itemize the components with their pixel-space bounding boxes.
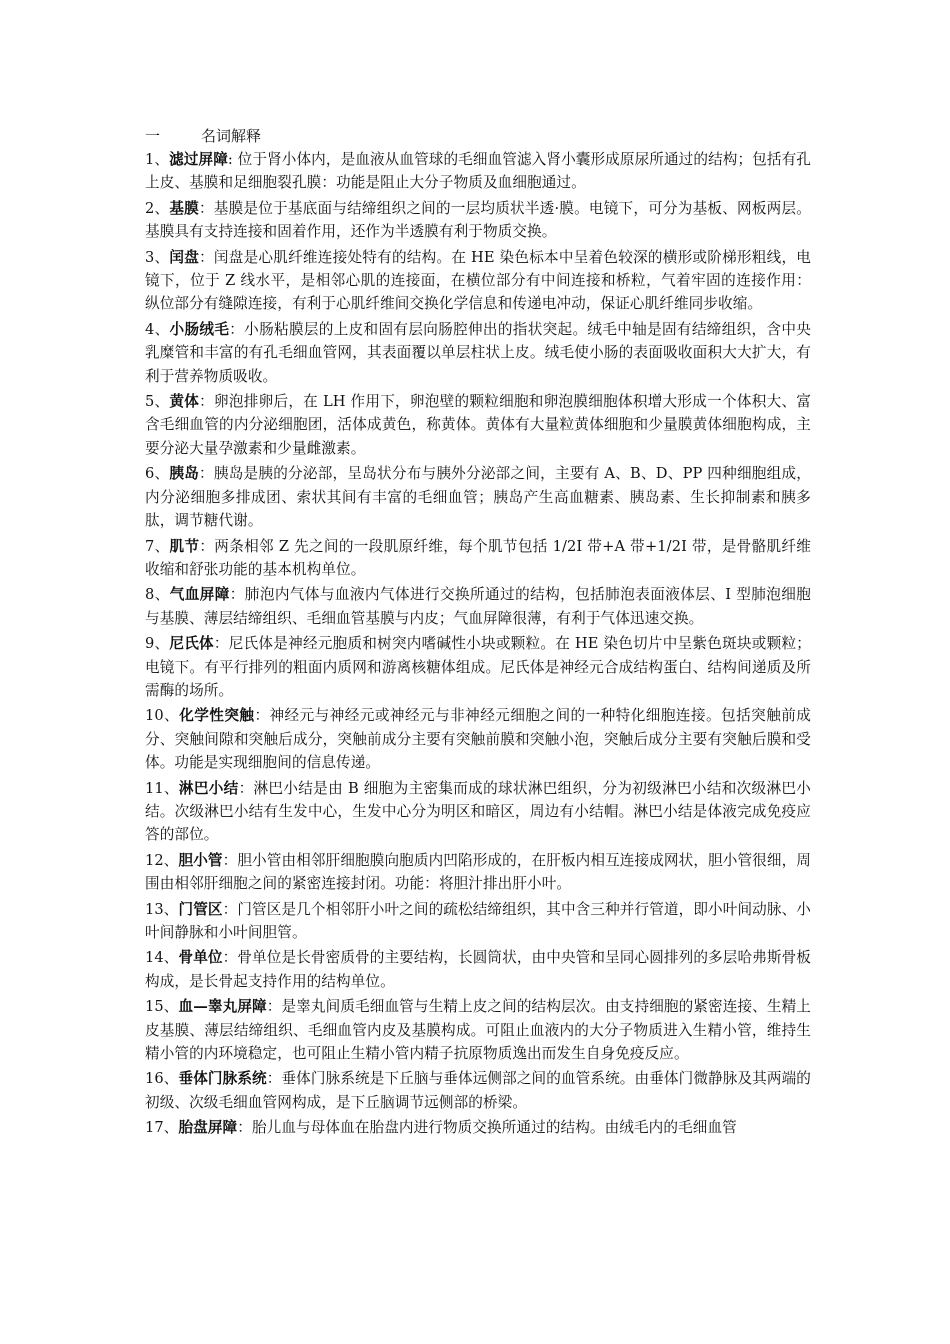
entry-number: 6、: [145, 465, 170, 483]
definition-entry: [145, 704, 811, 774]
definition-entry: [145, 390, 811, 460]
entry-definition: ：胎儿血与母体血在胎盘内进行物质交换所通过的结构。由绒毛内的毛细血管: [237, 1119, 737, 1137]
definition-list: [145, 148, 811, 1140]
entry-number: 7、: [145, 537, 170, 555]
entry-term: 化学性突触: [179, 707, 255, 725]
definition-entry: [145, 946, 811, 993]
entry-number: 4、: [145, 320, 170, 338]
entry-definition: ：基膜是位于基底面与结缔组织之间的一层均质状半透·膜。电镜下，可分为基板、网板两层。基膜具有支持连接和固着作用，还作为半透膜有利于物质交换。: [145, 199, 811, 241]
entry-term: 基膜: [169, 199, 199, 217]
entry-term: 黄体: [169, 393, 200, 411]
entry-term: 淋巴小结: [178, 779, 239, 797]
entry-number: 17、: [145, 1119, 179, 1137]
entry-term: 尼氏体: [169, 635, 214, 653]
definition-entry: [145, 318, 811, 388]
definition-entry: [145, 148, 811, 195]
definition-entry: [145, 898, 811, 945]
entry-number: 16、: [145, 1070, 179, 1088]
entry-number: 2、: [145, 199, 170, 217]
entry-number: 5、: [145, 393, 170, 411]
section-number: 一: [145, 127, 161, 145]
entry-definition: ：胆小管由相邻肝细胞膜向胞质内凹陷形成的，在肝板内相互连接成网状，胆小管很细，周围由相邻肝细胞之间的紧密连接封闭。功能：将胆汁排出肝小叶。: [145, 851, 811, 893]
entry-number: 1、: [145, 151, 170, 168]
definition-entry: [145, 632, 811, 702]
entry-number: 13、: [145, 900, 179, 918]
entry-definition: ：卵泡排卵后，在 LH 作用下，卵泡壁的颗粒细胞和卵泡膜细胞体积增大形成一个体积大、富含毛细血管的内分泌细胞团，活体成黄色，称黄体。黄体有大量粒黄体细胞和少量膜黄体细胞构成，主要分泌大量孕激素和少量雌激素。: [145, 393, 812, 457]
entry-definition: ：闰盘是心肌纤维连接处特有的结构。在 HE 染色标本中呈着色较深的横形或阶梯形粗线，电镜下，位于 Z 线水平，是相邻心肌的连接面，在横位部分有中间连接和桥粒，气着牢固的连接作用：纵位部分有缝隙连接，有利于心肌纤维间交换化学信息和传递电冲动，保证心肌纤维同步收缩。: [145, 248, 811, 313]
entry-definition: ：淋巴小结是由 B 细胞为主密集而成的球状淋巴组织，分为初级淋巴小结和次级淋巴小结。次级淋巴小结有生发中心，生发中心分为明区和暗区，周边有小结帽。淋巴小结是体液完成免疫应答的部位。: [145, 779, 812, 844]
entry-term: 垂体门脉系统: [178, 1070, 267, 1088]
definition-entry: [145, 246, 811, 316]
document-page: [145, 124, 811, 1142]
entry-definition: ：两条相邻 Z 先之间的一段肌原纤维，每个肌节包括 1/2I 带+A 带+1/2I 带，是骨骼肌纤维收缩和舒张功能的基本机构单位。: [145, 537, 811, 578]
entry-term: 胆小管: [178, 851, 223, 869]
entry-number: 3、: [145, 248, 170, 266]
entry-number: 14、: [145, 949, 179, 967]
entry-number: 11、: [145, 779, 179, 797]
definition-entry: [145, 1116, 811, 1139]
entry-number: 12、: [145, 851, 179, 869]
entry-term: 骨单位: [178, 949, 223, 967]
entry-term: 气血屏障: [169, 586, 230, 604]
section-heading: [145, 124, 811, 148]
entry-term: 胰岛: [169, 465, 200, 483]
entry-term: 血—睾丸屏障: [178, 998, 267, 1016]
entry-definition: ：门管区是几个相邻肝小叶之间的疏松结缔组织，其中含三种并行管道，即小叶间动脉、小叶间静脉和小叶间胆管。: [145, 900, 811, 941]
definition-entry: [145, 849, 811, 896]
definition-entry: [145, 462, 811, 532]
entry-number: 15、: [145, 998, 179, 1016]
entry-definition: ：是睾丸间质毛细血管与生精上皮之间的结构层次。由支持细胞的紧密连接、生精上皮基膜、薄层结缔组织、毛细血管内皮及基膜构成。可阻止血液内的大分子物质进入生精小管，维持生精小管的内环境稳定，也可阻止生精小管内精子抗原物质逸出而发生自身免疫反应。: [145, 998, 811, 1063]
definition-entry: [145, 777, 811, 847]
entry-term: 胎盘屏障: [178, 1119, 238, 1137]
entry-term: 滤过屏障: [169, 151, 228, 168]
entry-definition: ：尼氏体是神经元胞质和树突内嗜碱性小块或颗粒。在 HE 染色切片中呈紫色斑块或颗粒；电镜下。有平行排列的粗面内质网和游离核糖体组成。尼氏体是神经元合成结构蛋白、结构间递质及所需酶的场所。: [145, 635, 811, 699]
entry-term: 肌节: [169, 537, 200, 555]
definition-entry: [145, 995, 811, 1065]
entry-definition: : 位于肾小体内，是血液从血管球的毛细血管滤入肾小囊形成原尿所通过的结构；包括有孔上皮、基膜和足细胞裂孔膜：功能是阻止大分子物质及血细胞通过。: [145, 151, 811, 192]
entry-term: 闰盘: [169, 248, 200, 266]
entry-definition: ：骨单位是长骨密质骨的主要结构，长圆筒状，由中央管和呈同心圆排列的多层哈弗斯骨板构成，是长骨起支持作用的结构单位。: [145, 949, 811, 990]
entry-term: 门管区: [178, 900, 223, 918]
entry-number: 9、: [145, 635, 170, 653]
entry-number: 10、: [145, 707, 180, 725]
entry-definition: ：小肠粘膜层的上皮和固有层向肠腔伸出的指状突起。绒毛中轴是固有结缔组织，含中央乳糜管和丰富的有孔毛细血管网，其表面覆以单层柱状上皮。绒毛使小肠的表面吸收面积大大扩大，有利于营养物质吸收。: [145, 320, 811, 385]
definition-entry: [145, 535, 811, 582]
entry-definition: ：垂体门脉系统是下丘脑与垂体远侧部之间的血管系统。由垂体门微静脉及其两端的初级、次级毛细血管网构成，是下丘脑调节远侧部的桥梁。: [145, 1070, 811, 1111]
entry-number: 8、: [145, 586, 170, 604]
entry-definition: ：胰岛是胰的分泌部，呈岛状分布与胰外分泌部之间，主要有 A、B、D、PP 四种细胞组成，内分泌细胞多排成团、索状其间有丰富的毛细血管；胰岛产生高血糖素、胰岛素、生长抑制素和胰多肽，调节糖代谢。: [145, 465, 811, 530]
entry-definition: ：神经元与神经元或神经元与非神经元细胞之间的一种特化细胞连接。包括突触前成分、突触间隙和突触后成分，突触前成分主要有突触前膜和突触小泡，突触后成分主要有突触后膜和受体。功能是实现细胞间的信息传递。: [145, 707, 811, 772]
entry-definition: ：肺泡内气体与血液内气体进行交换所通过的结构，包括肺泡表面液体层、I 型肺泡细胞与基膜、薄层结缔组织、毛细血管基膜与内皮；气血屏障很薄，有利于气体迅速交换。: [145, 586, 811, 627]
section-title: 名词解释: [201, 127, 262, 145]
definition-entry: [145, 197, 811, 244]
definition-entry: [145, 1067, 811, 1114]
definition-entry: [145, 583, 811, 630]
entry-term: 小肠绒毛: [169, 320, 230, 338]
